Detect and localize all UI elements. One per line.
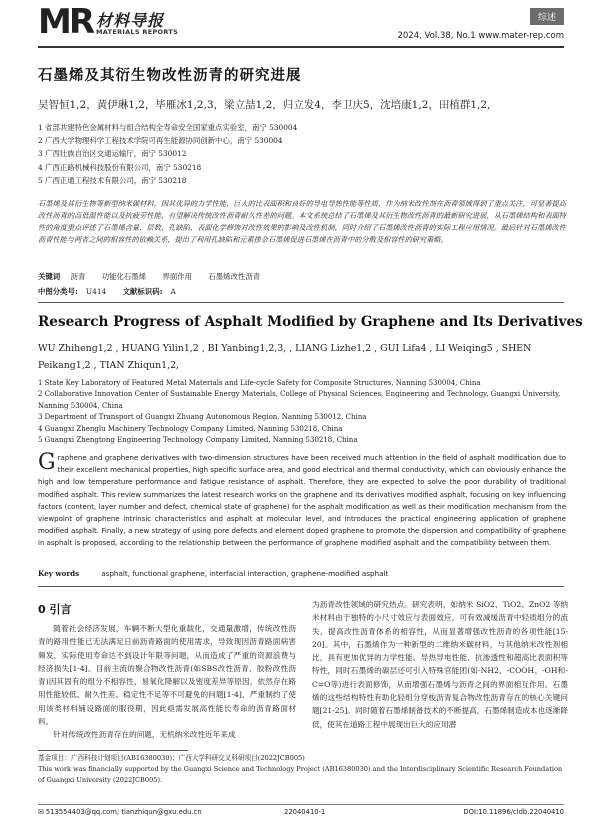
- affiliation-line: 4 广西正路机械科技股份有限公司，南宁 530218: [38, 162, 202, 172]
- chinese-abstract: 石墨烯及其衍生物等新型纳米碳材料，因其优异的力学性能、巨大的比表面积和良好的导电导热性能等性质，作为纳米改性剂在沥青领域得到了重点关注，可显著提高改性沥青的高低温性能以及抗疲劳性能，有望解决传统改性沥青耐久性差的问题。本文系统总结了石墨烯及其衍生物改性沥青的最新研究进展，从石墨烯结构和表面特性的角度重点评述了石墨烯含量、层数、孔缺陷、表面化学修饰对改性效果的影响及改性机制，同时介绍了石墨烯改性沥青的实际工程应用情况。最后针对石墨烯改性沥青性能与两者之间的相容性的依赖关系，提出了利用孔缺陷和元素掺杂石墨烯促进石墨烯在沥青中的分散及相容性的研究策略。: [38, 199, 566, 244]
- affiliation-line: 1 省部共建特色金属材料与组合结构全寿命安全国家重点实验室，南宁 530004: [38, 123, 298, 132]
- chinese-authors: 吴智恒1,2，黄伊琳1,2，毕雁冰1,2,3，梁立喆1,2，归立发4，李卫庆5，沈培康1,2，田植群1,2,: [38, 99, 491, 111]
- logo-mark: MR: [38, 2, 93, 42]
- chinese-keywords: [38, 271, 274, 282]
- keyword-list: asphalt, functional graphene, interfacial interaction, graphene-modified asphalt: [101, 569, 389, 578]
- doc-code: A: [170, 287, 176, 296]
- affiliation-line: 5 广西正通工程技术有限公司，南宁 530218: [38, 175, 187, 185]
- english-keywords: [38, 569, 388, 578]
- section-tag: 综述: [530, 8, 564, 25]
- body-paragraph: 随着社会经济发展，车辆不断大型化重载化，交通量激增，传统改性沥青的路用性能已无法满足日前沥青路面的使用需求，导致现因沥青路面病害频发，实际使用寿命达不到设计年限等问题，从而造成了严重的资源浪费与经济损失[1-4]。目前主流的聚合物改性沥青(如SBS改性沥青、胶粉改性沥青)因其固有的组分不相容性、易氧化降解以及密度差异等原因，依然存在路用性能较低、耐久性差、稳定性不足等不可避免的问题[1-4]，严重制约了使用该类材料铺设路面的服役期，因此亟需发展高性能长寿命的沥青路面材料。: [38, 624, 296, 727]
- funding-chinese: 基金项目：广西科技计划项目(AB16380030)；广西大学科研交叉科研项目(2022JCB005): [38, 754, 305, 762]
- keyword: 石墨烯改性沥青: [208, 272, 261, 281]
- keywords-label: 关键词: [38, 272, 61, 281]
- logo-chinese-name: 材料导报: [96, 11, 165, 30]
- journal-header: [0, 0, 600, 52]
- chinese-affiliations: [38, 121, 568, 187]
- introduction-heading: 0 引言: [38, 603, 72, 616]
- affiliation-line: 2 广西大学物理科学工程技术学院可再生能源协同创新中心，南宁 530004: [38, 136, 283, 146]
- logo-english-name: MATERIALS REPORTS: [96, 28, 179, 36]
- bottom-rule: [38, 804, 564, 805]
- abstract-dropcap: G: [38, 450, 56, 475]
- keyword: 功能化石墨烯: [101, 272, 147, 281]
- english-abstract: [38, 452, 566, 550]
- contact-emails: [38, 808, 202, 816]
- section-divider: [38, 586, 564, 587]
- chinese-title: 石墨烯及其衍生物改性沥青的研究进展: [38, 68, 302, 84]
- email-text: 513554403@qq.com; tianzhiqun@gxu.edu.cn: [45, 808, 202, 816]
- funding-english: This work was financially supported by the Guangxi Science and Technology Project (AB16380030) and the Interdisciplinary Scientific Research Foundation of Guangxi University (2022JCB005).: [38, 765, 563, 784]
- affiliation-line: 4 Guangxi Zhenglu Machinery Technology Company Limited, Nanning 530218, China: [38, 424, 343, 433]
- keyword: 界面作用: [162, 272, 192, 281]
- body-paragraph: 针对传统改性沥青存在的问题，无机纳米改性近年来成: [53, 730, 236, 740]
- clc-label: 中图分类号:: [38, 287, 78, 296]
- footnote-rule: [38, 750, 188, 751]
- keyword: 沥青: [70, 272, 86, 281]
- english-authors: WU Zhiheng1,2 , HUANG Yilin1,2 , BI Yanbing1,2,3, , LIANG Lizhe1,2 , GUI Lifa4 , LI Weiqing5 , SHEN Peikang1,2 , TIAN Zhiqun1,2,: [38, 343, 532, 371]
- journal-volume-line: 2024, Vol.38, No.1 www.mater-rep.com: [397, 31, 564, 41]
- header-rule: [38, 46, 564, 48]
- keywords-label: Key words: [38, 569, 80, 578]
- classification-line: [38, 286, 176, 297]
- doc-code-label: 文献标识码:: [122, 287, 163, 296]
- body-paragraph: 为沥青改性领域的研究热点。研究表明，如纳米 SiO2、TiO2、ZnO2 等纳米材料由于独特的小尺寸效应与表面效应，可有效减缓沥青中轻质组分的流失，提高改性沥青体系的相容性，从而显著增强改性沥青的各项性能[15-20]。其中，石墨烯作为一种新型的二维纳米碳材料，与其他纳米改性剂相比，具有更加优异的力学性能、导热导电性能、抗渗透性和超高比表面积等特性，同时石墨烯的碳层还可引入特殊官能团(如-NH2、-COOH、-OH和-C=O等)进行表面修饰，从而增强石墨烯与沥青之间的界面相互作用。石墨烯的这些结构特性有助化轻组分穿梭沥青复合物改性沥青存在的核心关键问题[21-25]。同时随着石墨烯制备技术的不断提高，石墨烯制造成本也逐渐降低，使其在道路工程中展现出巨大的应用潜: [312, 600, 568, 729]
- body-column-left: [38, 622, 296, 742]
- doi: DOI:10.11896/cldb.22040410: [463, 808, 564, 816]
- affiliation-line: 5 Guangxi Zhengtong Engineering Technology Company Limited, Nanning 530218, China: [38, 436, 358, 445]
- funding-footnote: [38, 753, 568, 786]
- affiliation-line: 1 State Key Laboratory of Featured Metal Materials and Life-cycle Safety for Composite Structures, Nanning 530004, China: [38, 379, 481, 387]
- body-column-right: [312, 598, 568, 731]
- abstract-text: raphene and graphene derivatives with two-dimension structures have been received much attention in the field of asphalt modification due to their excellent mechanical properties, high specific surface area, and good electrical and thermal conductivity, which can obviously enhance the high and low temperature performance and fatigue resistance of asphalt. Therefore, they are expected to solve the poor durability of traditional modified asphalt. This review summarizes the latest research works on the graphene and its derivatives modified asphalt, focusing on key influencing factors (content, layer number and defect, chemical state of graphene) for the asphalt modification as well as their modification mechanism from the viewpoint of graphene intrinsic characteristics and asphalt at molecular level, and introduces the practical engineering application of graphene modified asphalt. Finally, a new strategy of using pore defects and element doped graphene to promote the dispersion and compatibility of graphene in asphalt is proposed, according to the relationship between the performance of graphene modified asphalt and the compatibility between them.: [38, 454, 566, 548]
- journal-logo: [38, 4, 198, 42]
- envelope-icon: ✉: [38, 808, 46, 816]
- affiliation-line: 3 广西壮族自治区交通运输厅，南宁 530012: [38, 149, 187, 159]
- affiliation-line: 2 Collaborative Innovation Center of Sustainable Energy Materials, College of Physical Sciences, Engineering and Technology, Guangxi University, Nanning 530004, China: [38, 390, 561, 410]
- section-divider: [38, 302, 564, 303]
- affiliation-line: 3 Department of Transport of Guangxi Zhuang Autonomous Region, Nanning 530012, China: [38, 413, 367, 422]
- clc-code: U414: [85, 287, 107, 296]
- english-title: Research Progress of Asphalt Modified by Graphene and Its Derivatives: [38, 314, 583, 330]
- article-number: 22040410-1: [284, 808, 326, 816]
- english-affiliations: [38, 378, 568, 446]
